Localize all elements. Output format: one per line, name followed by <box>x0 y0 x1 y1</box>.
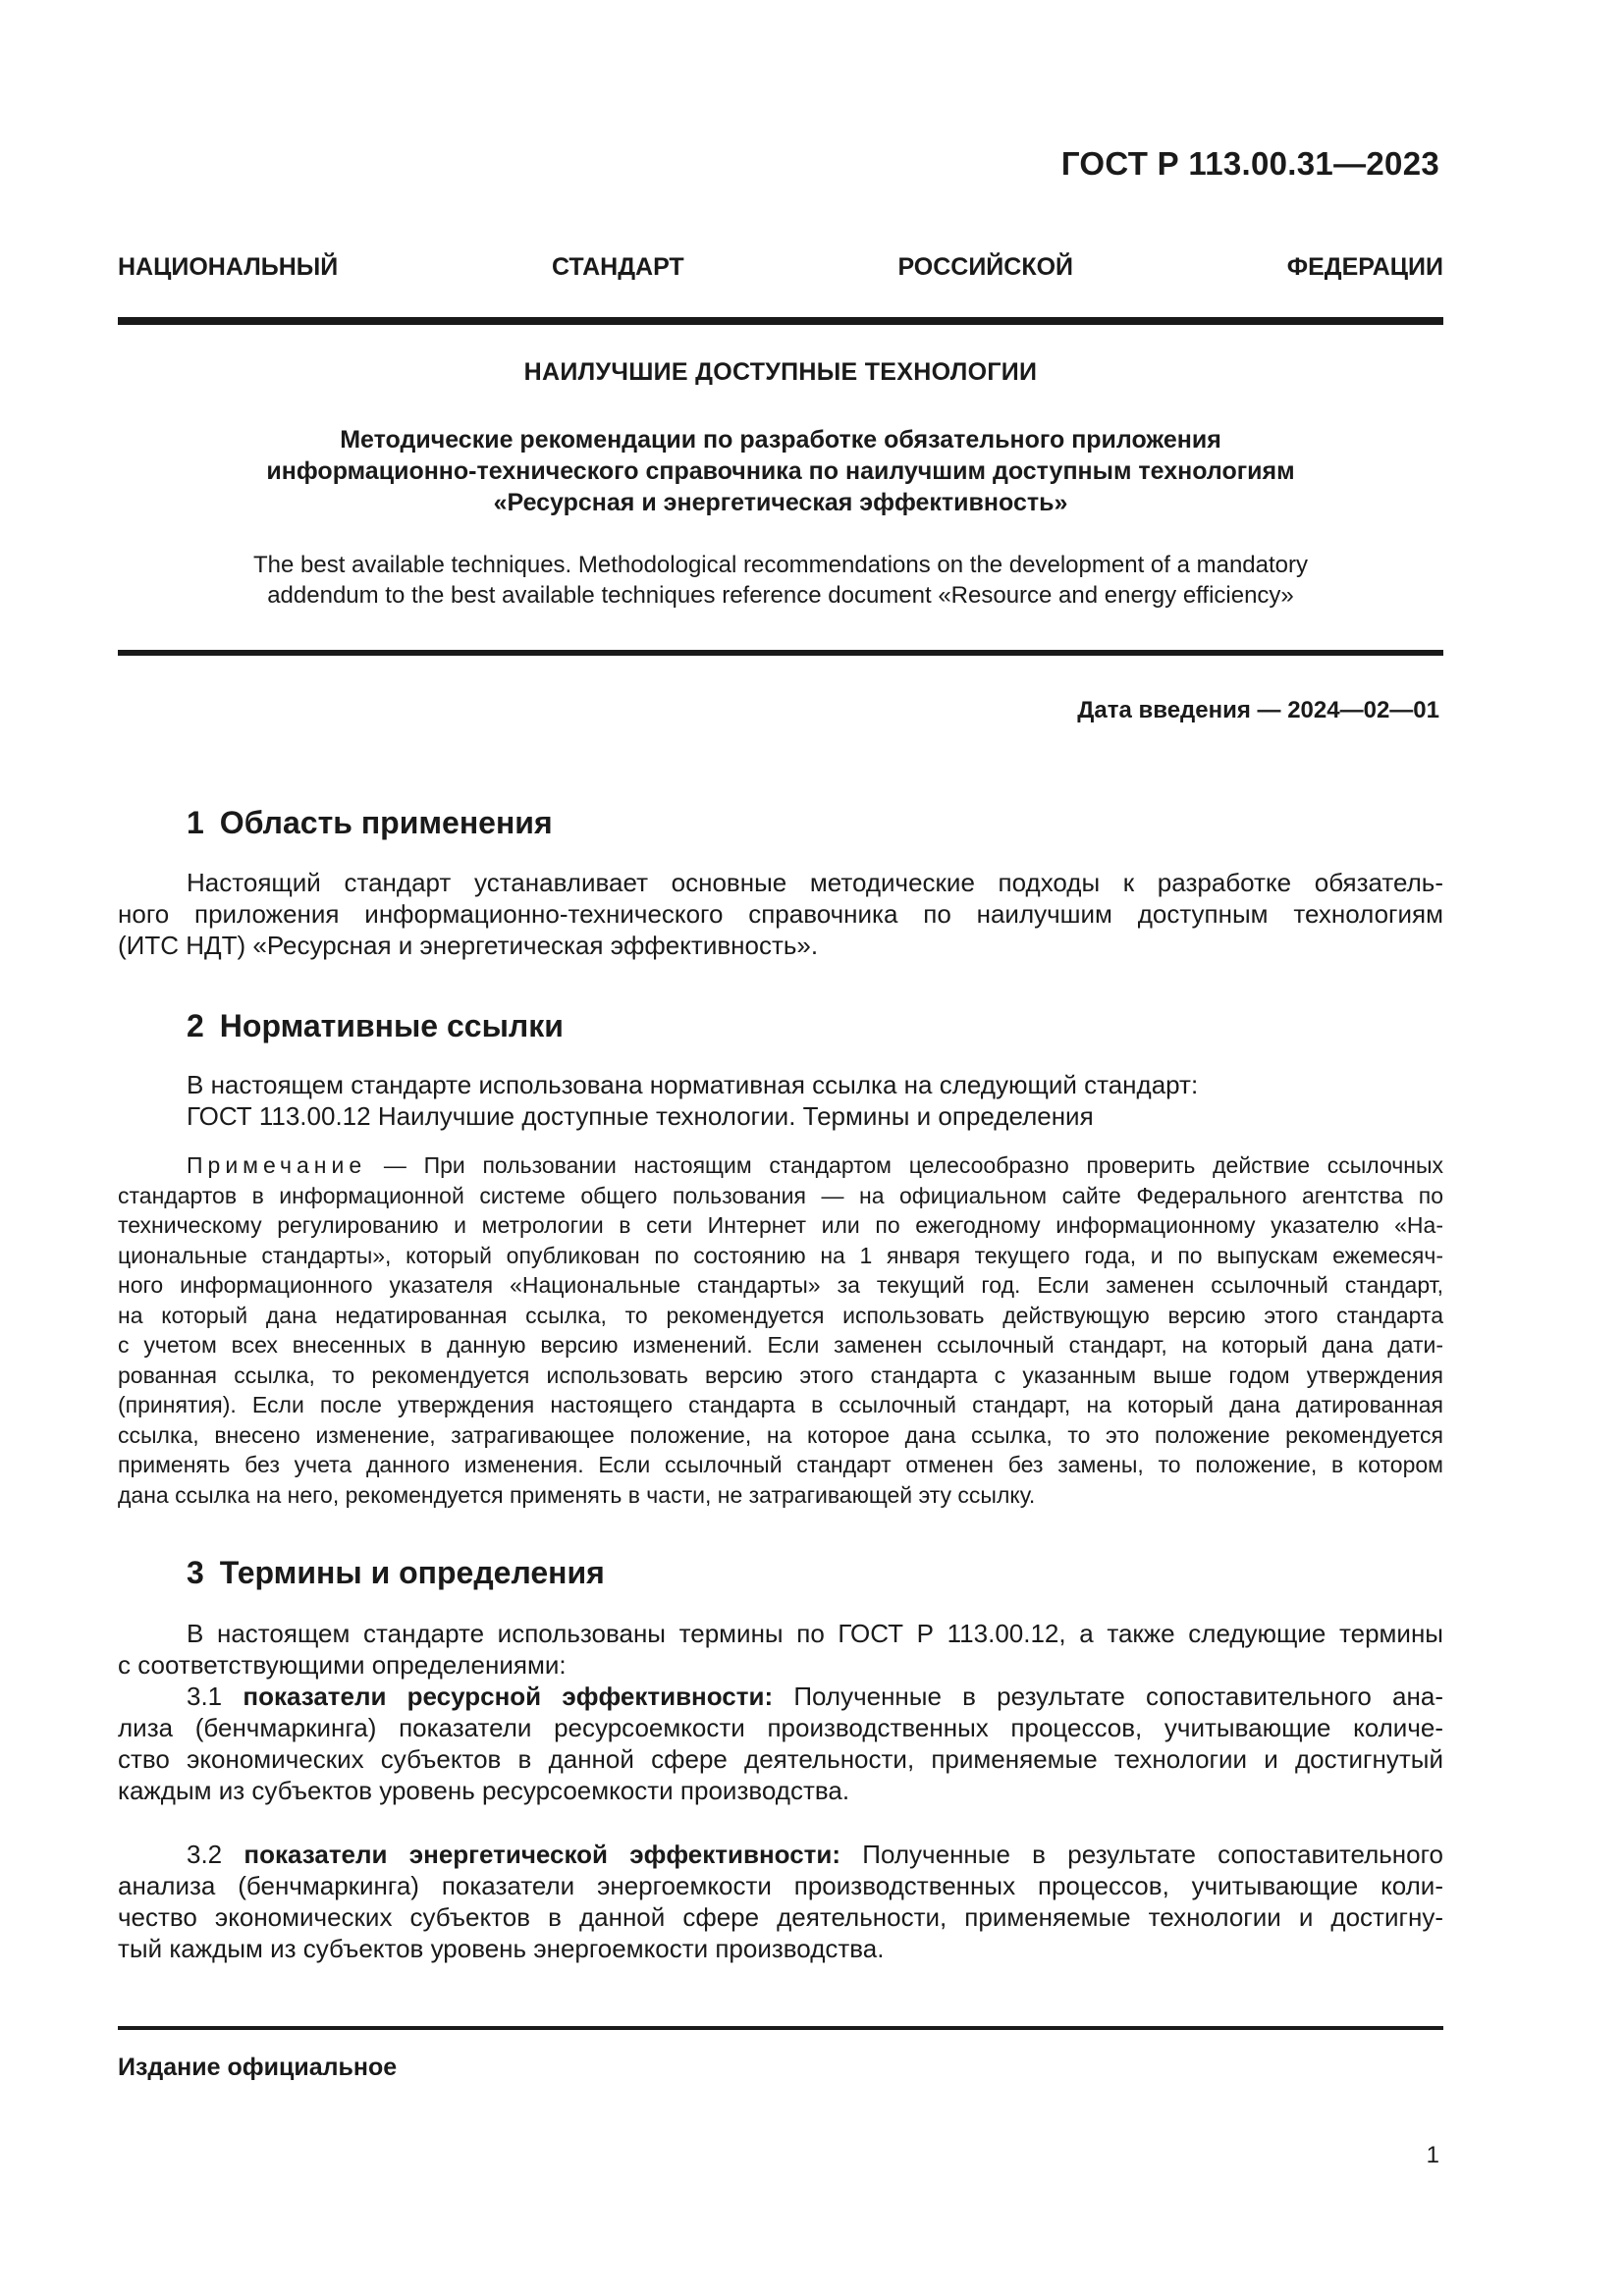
paragraph-line: чество экономических субъектов в данной сфере деятельности, применяемые технологии и достигну- <box>118 1902 1443 1932</box>
footer-rule <box>118 2026 1443 2030</box>
note-line: Примечание — При пользовании настоящим стандартом целесообразно проверить действие ссылочных <box>187 1152 1443 1178</box>
section-2-heading <box>187 1008 564 1044</box>
section-1-heading <box>187 805 553 841</box>
note-line: ного информационного указателя «Национальные стандарты» за текущий год. Если заменен ссылочный стандарт, <box>118 1272 1443 1298</box>
paragraph-line: 3.1 показатели ресурсной эффективности: Полученные в результате сопоставительного ана- <box>187 1682 1443 1711</box>
term-3-2 <box>118 1839 1443 1964</box>
subtitle-line: Методические рекомендации по разработке обязательного приложения <box>340 426 1221 454</box>
gost-code: ГОСТ Р 113.00.31—2023 <box>1060 145 1439 182</box>
section-title: Область применения <box>219 805 553 840</box>
note-line: дана ссылка на него, рекомендуется применять в части, не затрагивающей эту ссылку. <box>118 1481 1036 1508</box>
national-standard-heading: НАЦИОНАЛЬНЫЙ СТАНДАРТ РОССИЙСКОЙ ФЕДЕРАЦИИ <box>118 253 1443 281</box>
title-rule <box>118 650 1443 656</box>
paragraph-line: анализа (бенчмаркинга) показатели энергоемкости производственных процессов, учитывающие коли- <box>118 1871 1443 1900</box>
paragraph-line: (ИТС НДТ) «Ресурсная и энергетическая эффективность». <box>118 931 819 960</box>
note-line: (принятия). Если после утверждения настоящего стандарта в ссылочный стандарт, на который дана датированная <box>118 1392 1443 1417</box>
note-line: стандартов в информационной системе общего пользования — на официальном сайте Федерального агентства по <box>118 1182 1443 1208</box>
term-name: показатели ресурсной эффективности: <box>243 1682 774 1711</box>
note-line: ссылка, внесено изменение, затрагивающее положение, на которое дана ссылка, то это положение рекомендуется <box>118 1421 1443 1448</box>
paragraph-line: Настоящий стандарт устанавливает основные методические подходы к разработке обязатель- <box>187 868 1443 897</box>
paragraph-line: В настоящем стандарте использована нормативная ссылка на следующий стандарт: <box>187 1070 1199 1099</box>
section-title: Термины и определения <box>219 1555 605 1590</box>
english-title-line: The best available techniques. Methodological recommendations on the development of a mandatory <box>253 552 1308 578</box>
subtitle-line: «Ресурсная и энергетическая эффективность» <box>493 489 1068 516</box>
section-title: Нормативные ссылки <box>219 1008 564 1043</box>
paragraph-line: тый каждым из субъектов уровень энергоемкости производства. <box>118 1934 885 1963</box>
page-number: 1 <box>1426 2142 1439 2168</box>
section-1-paragraph <box>118 867 1443 961</box>
paragraph-line: ство экономических субъектов в данной сфере деятельности, применяемые технологии и достигнутый <box>118 1744 1443 1774</box>
section-3-heading <box>187 1555 605 1591</box>
note-line: рованная ссылка, то рекомендуется использовать версию этого стандарта с указанным выше годом утверждения <box>118 1362 1443 1388</box>
note-line: техническому регулированию и метрологии в сети Интернет или по ежегодному информационному указателю «На- <box>118 1212 1443 1238</box>
note-block <box>118 1150 1443 1510</box>
section-number: 2 <box>187 1008 204 1043</box>
section-number: 1 <box>187 805 204 840</box>
paragraph-line: В настоящем стандарте использованы термины по ГОСТ Р 113.00.12, а также следующие термины <box>187 1619 1443 1648</box>
note-label: Примечание <box>187 1152 367 1178</box>
term-3-1 <box>118 1681 1443 1806</box>
term-name: показатели энергетической эффективности: <box>244 1840 841 1869</box>
note-line: с учетом всех внесенных в данную версию изменений. Если заменен ссылочный стандарт, на который дана дати- <box>118 1332 1443 1358</box>
note-line: на который дана недатированная ссылка, то рекомендуется использовать действующую версию этого стандарта <box>118 1302 1443 1328</box>
paragraph-line: ГОСТ 113.00.12 Наилучшие доступные технологии. Термины и определения <box>187 1101 1094 1131</box>
section-2-paragraph <box>187 1069 1443 1132</box>
term-number: 3.2 <box>187 1840 223 1869</box>
paragraph-line: с соответствующими определениями: <box>118 1650 567 1680</box>
official-edition-label: Издание официальное <box>118 2054 398 2081</box>
term-number: 3.1 <box>187 1682 223 1711</box>
paragraph-line: 3.2 показатели энергетической эффективности: Полученные в результате сопоставительного <box>187 1840 1443 1869</box>
paragraph-line: каждым из субъектов уровень ресурсоемкости производства. <box>118 1776 850 1805</box>
section-3-intro <box>118 1618 1443 1681</box>
top-rule <box>118 317 1443 325</box>
note-line: циональные стандарты», который опубликован по состоянию на 1 января текущего года, и по выпускам ежемесяч- <box>118 1242 1443 1268</box>
section-number: 3 <box>187 1555 204 1590</box>
note-line: применять без учета данного изменения. Если ссылочный стандарт отменен без замены, то положение, в котором <box>118 1452 1443 1477</box>
paragraph-line: ного приложения информационно-технического справочника по наилучшим доступным технологиям <box>118 899 1443 929</box>
paragraph-line: лиза (бенчмаркинга) показатели ресурсоемкости производственных процессов, учитывающие количе- <box>118 1713 1443 1742</box>
english-title <box>196 550 1365 611</box>
document-subtitle <box>177 424 1384 518</box>
introduction-date: Дата введения — 2024—02—01 <box>1077 697 1439 723</box>
document-title: НАИЛУЧШИЕ ДОСТУПНЫЕ ТЕХНОЛОГИИ <box>523 358 1038 386</box>
english-title-line: addendum to the best available techniques reference document «Resource and energy efficiency» <box>267 582 1294 609</box>
subtitle-line: информационно-технического справочника по наилучшим доступным технологиям <box>266 457 1295 485</box>
